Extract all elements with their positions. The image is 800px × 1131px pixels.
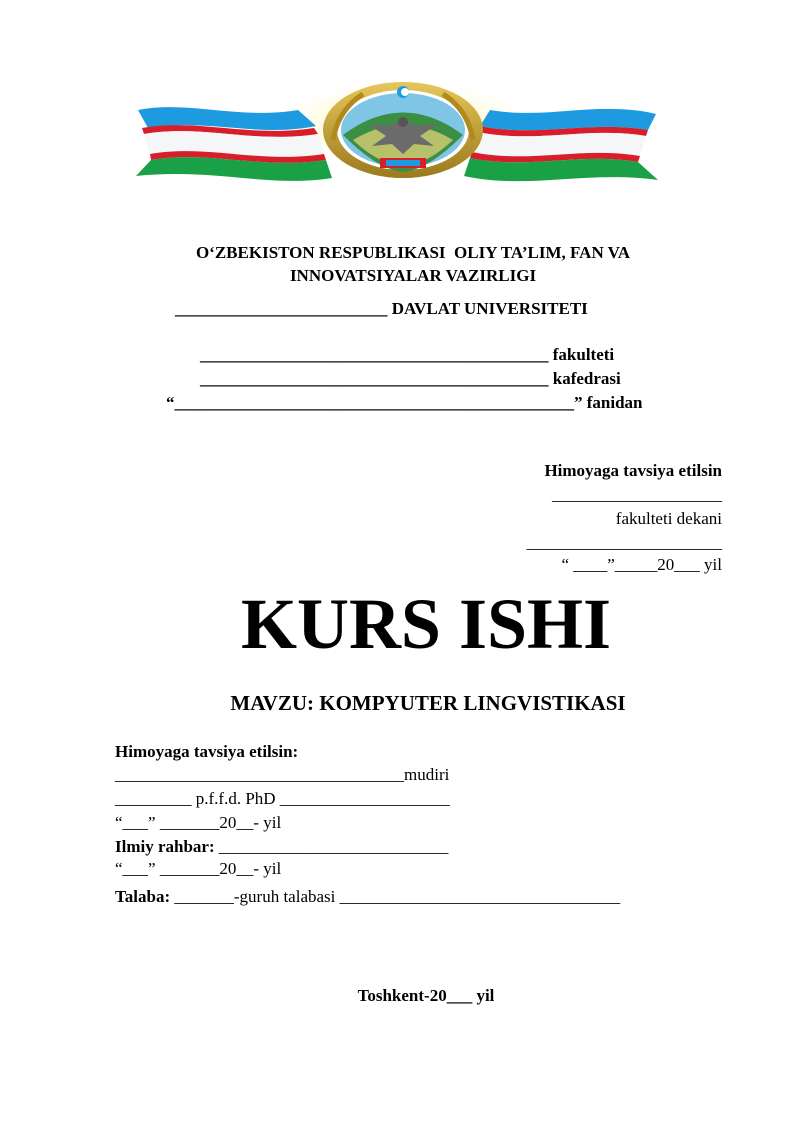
coat-of-arms-icon: [323, 82, 483, 178]
approval-date-line: “ ____”_____20___ yil: [561, 555, 722, 574]
dean-title: fakulteti dekani: [615, 509, 722, 528]
ministry-line-1: O‘ZBEKISTON RESPUBLIKASI OLIY TA’LIM, FAN VA: [195, 243, 631, 262]
subject-line: “_______________________________________________” fanidan: [166, 393, 643, 412]
left-flag-icon: [136, 107, 332, 181]
student-label: Talaba:: [115, 887, 171, 906]
approval-signature-line: ____________________: [552, 485, 722, 504]
ministry-line-2: INNOVATSIYALAR VAZIRLIGI: [289, 266, 537, 285]
student-line: [115, 886, 620, 908]
head-of-department-line: __________________________________mudiri: [115, 765, 450, 784]
phd-line: _________ p.f.f.d. PhD ____________________: [115, 789, 450, 808]
department-line: _________________________________________ kafedrasi: [200, 369, 621, 388]
city-year-line: Toshkent-20___ yil: [357, 986, 495, 1005]
approval-heading: Himoyaga tavsiya etilsin: [544, 461, 722, 480]
document-title: KURS ISHI: [240, 584, 612, 664]
advisor-label: Ilmiy rahbar:: [115, 837, 215, 856]
details-heading: Himoyaga tavsiya etilsin:: [115, 742, 299, 761]
coat-of-arms-emblem-icon: [128, 80, 668, 192]
right-flag-icon: [464, 109, 658, 181]
topic-line: MAVZU: KOMPYUTER LINGVISTIKASI: [230, 691, 626, 715]
faculty-line: _________________________________________ fakulteti: [200, 345, 615, 364]
dean-name-line: _______________________: [526, 533, 722, 552]
university-line: _________________________ DAVLAT UNIVERSITETI: [175, 299, 588, 318]
advisor-blank: ___________________________: [214, 837, 449, 856]
date-line-2: “___” _______20__- yil: [115, 859, 282, 878]
student-blank: _______-guruh talabasi _________________________________: [170, 887, 621, 906]
date-line-1: “___” _______20__- yil: [115, 813, 282, 832]
advisor-line: [115, 836, 448, 858]
